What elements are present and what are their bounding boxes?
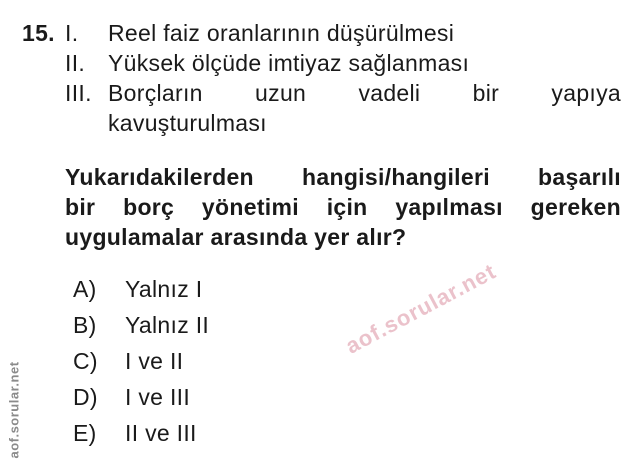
- option-a-text: Yalnız I: [125, 276, 203, 302]
- question-content: [65, 18, 621, 451]
- option-d-text: I ve III: [125, 384, 191, 410]
- stem-line-3: uygulamalar arasında yer alır?: [65, 224, 407, 250]
- stem-line-2: bir borç yönetimi için yapılması gereken: [65, 194, 621, 220]
- option-b[interactable]: [65, 307, 621, 343]
- stem-line-1: Yukarıdakilerden hangisi/hangileri başarılı: [65, 164, 621, 190]
- option-e-text: II ve III: [125, 420, 197, 446]
- premise-text-2: Yüksek ölçüde imtiyaz sağlanması: [108, 50, 470, 76]
- premise-label-2: II.: [65, 50, 86, 76]
- option-d-letter: D): [73, 384, 98, 410]
- answer-options: [65, 271, 621, 451]
- premise-text-1: Reel faiz oranlarının düşürülmesi: [108, 20, 455, 46]
- option-e-letter: E): [73, 420, 97, 446]
- option-b-letter: B): [73, 312, 97, 338]
- premise-item-3: [65, 78, 621, 138]
- question-stem: [65, 162, 621, 252]
- premise-list: [65, 18, 621, 138]
- premise-item-1: [65, 18, 621, 48]
- premise-label-1: I.: [65, 20, 79, 46]
- premise-item-2: [65, 48, 621, 78]
- premise-label-3: III.: [65, 80, 92, 106]
- option-a-letter: A): [73, 276, 97, 302]
- option-c-text: I ve II: [125, 348, 184, 374]
- option-a[interactable]: [65, 271, 621, 307]
- option-c-letter: C): [73, 348, 98, 374]
- diagonal-watermark: aof.sorular.net: [341, 258, 501, 359]
- option-d[interactable]: [65, 379, 621, 415]
- question-number: 15.: [22, 20, 55, 46]
- premise-text-3: Borçların uzun vadeli bir yapıya kavuşturulması: [108, 80, 621, 136]
- option-b-text: Yalnız II: [125, 312, 210, 338]
- option-e[interactable]: [65, 415, 621, 451]
- vertical-watermark: aof.sorular.net: [6, 361, 22, 459]
- option-c[interactable]: [65, 343, 621, 379]
